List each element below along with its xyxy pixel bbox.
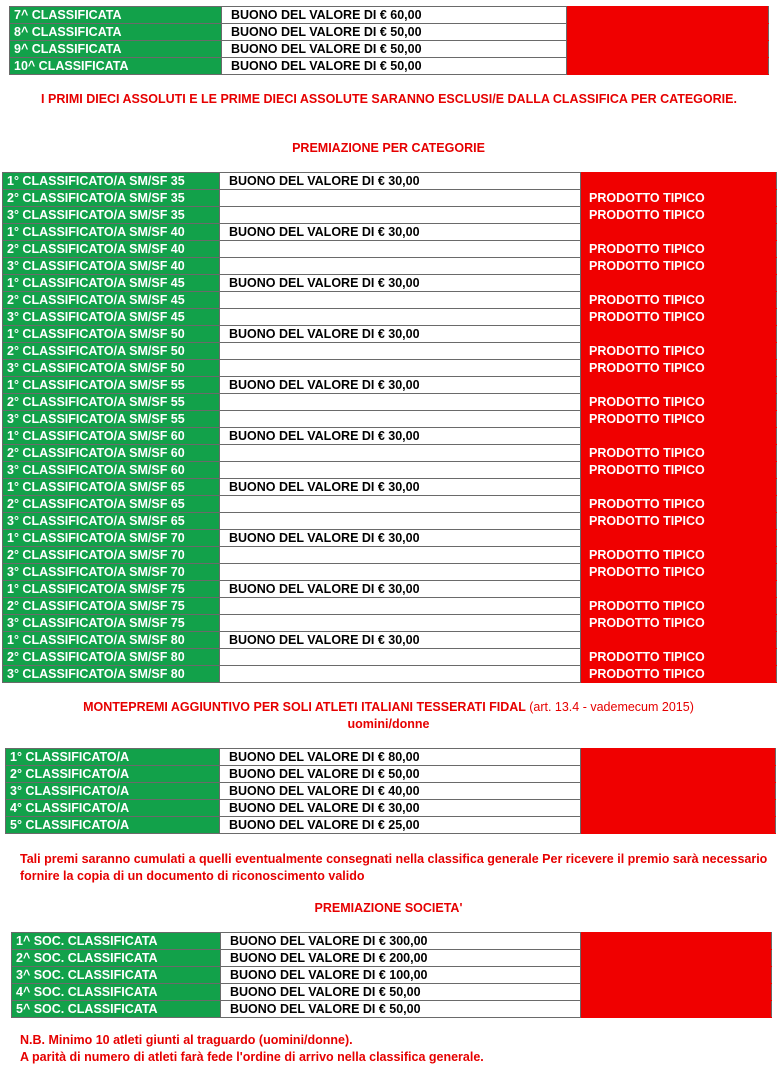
- table-row: [12, 950, 772, 967]
- extra-prize-cell: PRODOTTO TIPICO: [581, 445, 777, 462]
- placement-cell: 3° CLASSIFICATO/A SM/SF 55: [3, 411, 220, 428]
- placement-cell: 3° CLASSIFICATO/A SM/SF 45: [3, 309, 220, 326]
- highlight-cell: [581, 1001, 772, 1018]
- placement-cell: 3° CLASSIFICATO/A SM/SF 50: [3, 360, 220, 377]
- placement-cell: 3° CLASSIFICATO/A SM/SF 75: [3, 615, 220, 632]
- prize-cell: [220, 513, 581, 530]
- extra-prize-cell: [581, 530, 777, 547]
- table-row: [3, 632, 777, 649]
- society-prize-rows: [12, 933, 772, 1018]
- table-row: [10, 7, 769, 24]
- extra-prize-cell: [581, 377, 777, 394]
- prize-cell: [220, 190, 581, 207]
- highlight-cell: [581, 766, 776, 783]
- prize-cell: BUONO DEL VALORE DI € 30,00: [220, 581, 581, 598]
- table-row: [3, 428, 777, 445]
- table-row: [3, 666, 777, 683]
- extra-prize-cell: [581, 581, 777, 598]
- placement-cell: 2° CLASSIFICATO/A SM/SF 60: [3, 445, 220, 462]
- society-prize-table: [11, 932, 772, 1018]
- prize-cell: BUONO DEL VALORE DI € 50,00: [221, 984, 581, 1001]
- highlight-cell: [581, 749, 776, 766]
- prize-cell: [220, 547, 581, 564]
- table-row: [3, 564, 777, 581]
- placement-cell: 1° CLASSIFICATO/A SM/SF 45: [3, 275, 220, 292]
- extra-prize-cell: PRODOTTO TIPICO: [581, 343, 777, 360]
- prize-cell: [220, 241, 581, 258]
- placement-cell: 1^ SOC. CLASSIFICATA: [12, 933, 221, 950]
- prize-cell: [220, 258, 581, 275]
- highlight-cell: [567, 58, 769, 75]
- prize-cell: [220, 292, 581, 309]
- placement-cell: 1° CLASSIFICATO/A SM/SF 35: [3, 173, 220, 190]
- table-row: [6, 783, 776, 800]
- extra-prize-cell: [581, 224, 777, 241]
- prize-cell: [220, 649, 581, 666]
- placement-cell: 1° CLASSIFICATO/A SM/SF 60: [3, 428, 220, 445]
- table-row: [3, 241, 777, 258]
- table-row: [3, 496, 777, 513]
- table-row: [3, 275, 777, 292]
- placement-cell: 5^ SOC. CLASSIFICATA: [12, 1001, 221, 1018]
- extra-prize-cell: [581, 275, 777, 292]
- extra-prize-cell: PRODOTTO TIPICO: [581, 394, 777, 411]
- highlight-cell: [581, 967, 772, 984]
- placement-cell: 4^ SOC. CLASSIFICATA: [12, 984, 221, 1001]
- table-row: [3, 309, 777, 326]
- table-row: [10, 41, 769, 58]
- extra-prize-cell: PRODOTTO TIPICO: [581, 411, 777, 428]
- extra-prize-cell: PRODOTTO TIPICO: [581, 292, 777, 309]
- placement-cell: 4° CLASSIFICATO/A: [6, 800, 220, 817]
- prize-cell: BUONO DEL VALORE DI € 30,00: [220, 800, 581, 817]
- table-row: [6, 817, 776, 834]
- placement-cell: 3° CLASSIFICATO/A SM/SF 40: [3, 258, 220, 275]
- prize-cell: BUONO DEL VALORE DI € 30,00: [220, 632, 581, 649]
- prize-cell: BUONO DEL VALORE DI € 50,00: [222, 41, 567, 58]
- prize-cell: [220, 615, 581, 632]
- prize-cell: BUONO DEL VALORE DI € 30,00: [220, 428, 581, 445]
- prize-cell: [220, 207, 581, 224]
- prize-cell: [220, 360, 581, 377]
- extra-prize-cell: PRODOTTO TIPICO: [581, 241, 777, 258]
- placement-cell: 1° CLASSIFICATO/A SM/SF 55: [3, 377, 220, 394]
- placement-cell: 10^ CLASSIFICATA: [10, 58, 222, 75]
- placement-cell: 9^ CLASSIFICATA: [10, 41, 222, 58]
- extra-prize-cell: PRODOTTO TIPICO: [581, 258, 777, 275]
- prize-cell: [220, 496, 581, 513]
- table-row: [3, 292, 777, 309]
- table-row: [3, 173, 777, 190]
- table-row: [3, 224, 777, 241]
- table-row: [12, 984, 772, 1001]
- prize-cell: [220, 309, 581, 326]
- extra-prize-cell: PRODOTTO TIPICO: [581, 360, 777, 377]
- placement-cell: 1° CLASSIFICATO/A SM/SF 50: [3, 326, 220, 343]
- extra-prize-cell: [581, 428, 777, 445]
- prize-cell: [220, 343, 581, 360]
- exclusion-notice: I PRIMI DIECI ASSOLUTI E LE PRIME DIECI ASSOLUTE SARANNO ESCLUSI/E DALLA CLASSIFICA PER CATEGORIE.: [41, 92, 737, 106]
- cumulative-note: Tali premi saranno cumulati a quelli eventualmente consegnati nella classifica generale Per ricevere il premio sarà necessario fornire la copia di un documento di riconoscimento valido: [20, 852, 768, 883]
- table-row: [3, 377, 777, 394]
- prize-cell: BUONO DEL VALORE DI € 30,00: [220, 479, 581, 496]
- extra-prize-cell: PRODOTTO TIPICO: [581, 666, 777, 683]
- highlight-cell: [567, 41, 769, 58]
- placement-cell: 1° CLASSIFICATO/A SM/SF 65: [3, 479, 220, 496]
- table-row: [6, 749, 776, 766]
- placement-cell: 3^ SOC. CLASSIFICATA: [12, 967, 221, 984]
- table-row: [3, 547, 777, 564]
- placement-cell: 1° CLASSIFICATO/A SM/SF 70: [3, 530, 220, 547]
- prize-cell: BUONO DEL VALORE DI € 100,00: [221, 967, 581, 984]
- table-row: [6, 800, 776, 817]
- extra-prize-cell: [581, 632, 777, 649]
- prize-cell: [220, 394, 581, 411]
- table-row: [3, 394, 777, 411]
- highlight-cell: [581, 817, 776, 834]
- table-row: [3, 326, 777, 343]
- italian-bonus-heading: MONTEPREMI AGGIUNTIVO PER SOLI ATLETI ITALIANI TESSERATI FIDAL: [83, 700, 526, 714]
- extra-prize-cell: [581, 479, 777, 496]
- table-row: [3, 462, 777, 479]
- prize-cell: BUONO DEL VALORE DI € 50,00: [222, 24, 567, 41]
- placement-cell: 2° CLASSIFICATO/A SM/SF 80: [3, 649, 220, 666]
- placement-cell: 1° CLASSIFICATO/A SM/SF 80: [3, 632, 220, 649]
- placement-cell: 1° CLASSIFICATO/A: [6, 749, 220, 766]
- placement-cell: 5° CLASSIFICATO/A: [6, 817, 220, 834]
- highlight-cell: [581, 783, 776, 800]
- top-prize-table: [9, 6, 769, 75]
- italian-bonus-subtitle: uomini/donne: [347, 717, 430, 731]
- category-prize-rows: [3, 173, 777, 683]
- extra-prize-cell: PRODOTTO TIPICO: [581, 547, 777, 564]
- table-row: [3, 513, 777, 530]
- table-row: [3, 258, 777, 275]
- italian-bonus-title: [0, 699, 777, 716]
- table-row: [3, 581, 777, 598]
- placement-cell: 3° CLASSIFICATO/A: [6, 783, 220, 800]
- extra-prize-cell: PRODOTTO TIPICO: [581, 496, 777, 513]
- placement-cell: 8^ CLASSIFICATA: [10, 24, 222, 41]
- table-row: [12, 1001, 772, 1018]
- prize-cell: BUONO DEL VALORE DI € 50,00: [221, 1001, 581, 1018]
- highlight-cell: [567, 24, 769, 41]
- placement-cell: 3° CLASSIFICATO/A SM/SF 60: [3, 462, 220, 479]
- placement-cell: 2° CLASSIFICATO/A SM/SF 50: [3, 343, 220, 360]
- table-row: [3, 207, 777, 224]
- placement-cell: 2° CLASSIFICATO/A SM/SF 75: [3, 598, 220, 615]
- prize-cell: [220, 445, 581, 462]
- prize-cell: BUONO DEL VALORE DI € 30,00: [220, 326, 581, 343]
- prize-cell: BUONO DEL VALORE DI € 30,00: [220, 377, 581, 394]
- extra-prize-cell: [581, 173, 777, 190]
- prize-cell: [220, 411, 581, 428]
- extra-prize-cell: PRODOTTO TIPICO: [581, 649, 777, 666]
- table-row: [3, 411, 777, 428]
- italian-bonus-reference: (art. 13.4 - vademecum 2015): [529, 700, 694, 714]
- table-row: [3, 360, 777, 377]
- table-row: [3, 598, 777, 615]
- placement-cell: 1° CLASSIFICATO/A SM/SF 40: [3, 224, 220, 241]
- society-title: PREMIAZIONE SOCIETA': [314, 901, 463, 915]
- table-row: [10, 58, 769, 75]
- extra-prize-cell: PRODOTTO TIPICO: [581, 615, 777, 632]
- placement-cell: 2° CLASSIFICATO/A SM/SF 70: [3, 547, 220, 564]
- placement-cell: 3° CLASSIFICATO/A SM/SF 35: [3, 207, 220, 224]
- table-row: [3, 343, 777, 360]
- prize-cell: BUONO DEL VALORE DI € 60,00: [222, 7, 567, 24]
- extra-prize-cell: PRODOTTO TIPICO: [581, 462, 777, 479]
- table-row: [3, 445, 777, 462]
- table-row: [3, 479, 777, 496]
- nb-note-line-1: N.B. Minimo 10 atleti giunti al traguardo (uomini/donne).: [20, 1033, 353, 1047]
- prize-cell: BUONO DEL VALORE DI € 200,00: [221, 950, 581, 967]
- highlight-cell: [581, 800, 776, 817]
- nb-note-line-2: A parità di numero di atleti farà fede l'ordine di arrivo nella classifica generale.: [20, 1050, 484, 1064]
- category-prize-table: [2, 172, 777, 683]
- extra-prize-cell: PRODOTTO TIPICO: [581, 309, 777, 326]
- prize-cell: [220, 462, 581, 479]
- prize-cell: BUONO DEL VALORE DI € 40,00: [220, 783, 581, 800]
- placement-cell: 2° CLASSIFICATO/A SM/SF 40: [3, 241, 220, 258]
- placement-cell: 1° CLASSIFICATO/A SM/SF 75: [3, 581, 220, 598]
- table-row: [10, 24, 769, 41]
- table-row: [3, 615, 777, 632]
- extra-prize-cell: PRODOTTO TIPICO: [581, 513, 777, 530]
- table-row: [3, 190, 777, 207]
- extra-prize-cell: PRODOTTO TIPICO: [581, 190, 777, 207]
- highlight-cell: [567, 7, 769, 24]
- extra-prize-cell: PRODOTTO TIPICO: [581, 207, 777, 224]
- placement-cell: 3° CLASSIFICATO/A SM/SF 80: [3, 666, 220, 683]
- extra-prize-cell: PRODOTTO TIPICO: [581, 564, 777, 581]
- table-row: [3, 649, 777, 666]
- placement-cell: 2° CLASSIFICATO/A: [6, 766, 220, 783]
- placement-cell: 2° CLASSIFICATO/A SM/SF 55: [3, 394, 220, 411]
- table-row: [6, 766, 776, 783]
- prize-cell: BUONO DEL VALORE DI € 25,00: [220, 817, 581, 834]
- placement-cell: 2° CLASSIFICATO/A SM/SF 35: [3, 190, 220, 207]
- italian-prize-table: [5, 748, 776, 834]
- prize-cell: BUONO DEL VALORE DI € 50,00: [220, 766, 581, 783]
- prize-cell: BUONO DEL VALORE DI € 80,00: [220, 749, 581, 766]
- top-prize-rows: [10, 7, 769, 75]
- prize-cell: BUONO DEL VALORE DI € 50,00: [222, 58, 567, 75]
- table-row: [3, 530, 777, 547]
- placement-cell: 2^ SOC. CLASSIFICATA: [12, 950, 221, 967]
- table-row: [12, 933, 772, 950]
- prize-cell: BUONO DEL VALORE DI € 30,00: [220, 275, 581, 292]
- italian-prize-rows: [6, 749, 776, 834]
- placement-cell: 3° CLASSIFICATO/A SM/SF 65: [3, 513, 220, 530]
- prize-cell: BUONO DEL VALORE DI € 300,00: [221, 933, 581, 950]
- prize-cell: BUONO DEL VALORE DI € 30,00: [220, 224, 581, 241]
- placement-cell: 7^ CLASSIFICATA: [10, 7, 222, 24]
- highlight-cell: [581, 950, 772, 967]
- placement-cell: 2° CLASSIFICATO/A SM/SF 65: [3, 496, 220, 513]
- categories-title: PREMIAZIONE PER CATEGORIE: [292, 141, 485, 155]
- prize-cell: BUONO DEL VALORE DI € 30,00: [220, 173, 581, 190]
- highlight-cell: [581, 984, 772, 1001]
- placement-cell: 3° CLASSIFICATO/A SM/SF 70: [3, 564, 220, 581]
- extra-prize-cell: [581, 326, 777, 343]
- table-row: [12, 967, 772, 984]
- prize-cell: [220, 666, 581, 683]
- prize-cell: BUONO DEL VALORE DI € 30,00: [220, 530, 581, 547]
- placement-cell: 2° CLASSIFICATO/A SM/SF 45: [3, 292, 220, 309]
- extra-prize-cell: PRODOTTO TIPICO: [581, 598, 777, 615]
- prize-cell: [220, 564, 581, 581]
- prize-cell: [220, 598, 581, 615]
- highlight-cell: [581, 933, 772, 950]
